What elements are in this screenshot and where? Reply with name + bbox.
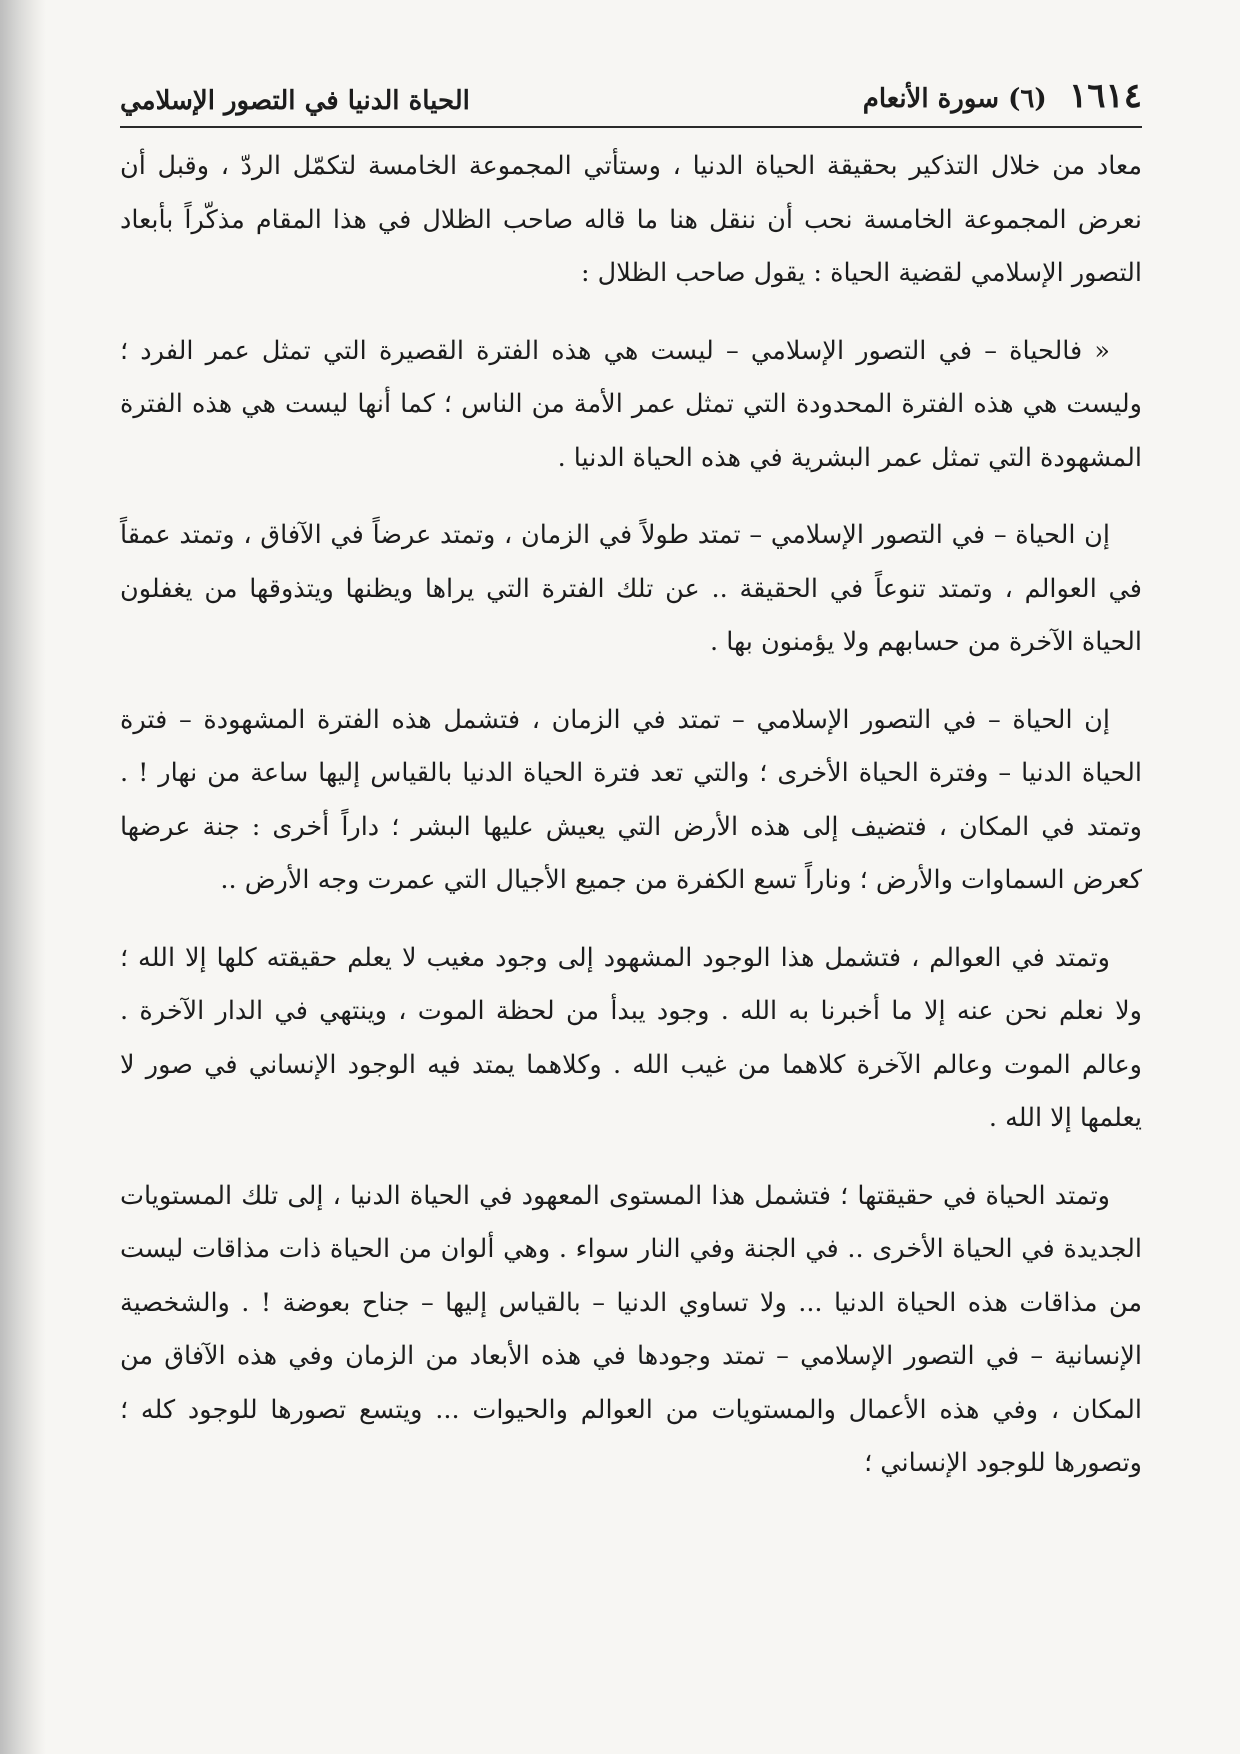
page-info: [863, 76, 1142, 116]
paragraph: معاد من خلال التذكير بحقيقة الحياة الدنيا ، وستأتي المجموعة الخامسة لتكمّل الردّ ، وقبل أن نعرض المجموعة الخامسة نحب أن ننقل هنا ما قاله صاحب الظلال في هذا المقام مذكّراً بأبعاد التصور الإسلامي لقضية الحياة : يقول صاحب الظلال :: [120, 151, 1142, 288]
paragraph: إن الحياة – في التصور الإسلامي – تمتد في الزمان ، فتشمل هذه الفترة المشهودة – فترة الحياة الدنيا – وفترة الحياة الأخرى ؛ والتي تعد فترة الحياة الدنيا بالقياس إليها ساعة من نهار ! . وتمتد في المكان ، فتضيف إلى هذه الأرض التي يعيش عليها البشر ؛ داراً أخرى : جنة عرضها كعرض السماوات والأرض ؛ وناراً تسع الكفرة من جميع الأجيال التي عمرت وجه الأرض ..: [120, 704, 1142, 895]
running-header: [120, 62, 1142, 128]
paragraph: « فالحياة – في التصور الإسلامي – ليست هي هذه الفترة القصيرة التي تمثل عمر الفرد ؛ وليست هي هذه الفترة المحدودة التي تمثل عمر الأمة من الناس ؛ كما أنها ليست هي هذه الفترة المشهودة التي تمثل عمر البشرية في هذه الحياة الدنيا .: [120, 335, 1142, 473]
sura-name: (٦) سورة الأنعام: [862, 84, 1047, 114]
binding-shadow: [0, 0, 46, 1754]
paragraph: وتمتد في العوالم ، فتشمل هذا الوجود المشهود إلى وجود مغيب لا يعلم حقيقته كلها إلا الله ؛ ولا نعلم نحن عنه إلا ما أخبرنا به الله . وجود يبدأ من لحظة الموت ، وينتهي في الدار الآخرة . وعالم الموت وعالم الآخرة كلاهما من غيب الله . وكلاهما يمتد فيه الوجود الإنساني في صور لا يعلمها إلا الله .: [120, 942, 1142, 1133]
page-number: ١٦١٤: [1068, 76, 1142, 116]
chapter-title: الحياة الدنيا في التصور الإسلامي: [120, 86, 470, 116]
paragraph: وتمتد الحياة في حقيقتها ؛ فتشمل هذا المستوى المعهود في الحياة الدنيا ، إلى تلك المستويات الجديدة في الحياة الأخرى .. في الجنة وفي النار سواء . وهي ألوان من الحياة ذات مذاقات ليست من مذاقات هذه الحياة الدنيا ... ولا تساوي الدنيا – بالقياس إليها – جناح بعوضة ! . والشخصية الإنسانية – في التصور الإسلامي – تمتد وجودها في هذه الأبعاد من الزمان وفي هذه الآفاق من المكان ، وفي هذه الأعمال والمستويات من العوالم والحيوات ... ويتسع تصورها للوجود كله ؛ وتصورها للوجود الإنساني ؛: [120, 1180, 1142, 1478]
body-text: [120, 140, 1142, 1515]
paragraph: إن الحياة – في التصور الإسلامي – تمتد طولاً في الزمان ، وتمتد عرضاً في الآفاق ، وتمتد عمقاً في العوالم ، وتمتد تنوعاً في الحقيقة .. عن تلك الفترة التي يراها ويظنها ويتذوقها من يغفلون الحياة الآخرة من حسابهم ولا يؤمنون بها .: [120, 520, 1142, 657]
